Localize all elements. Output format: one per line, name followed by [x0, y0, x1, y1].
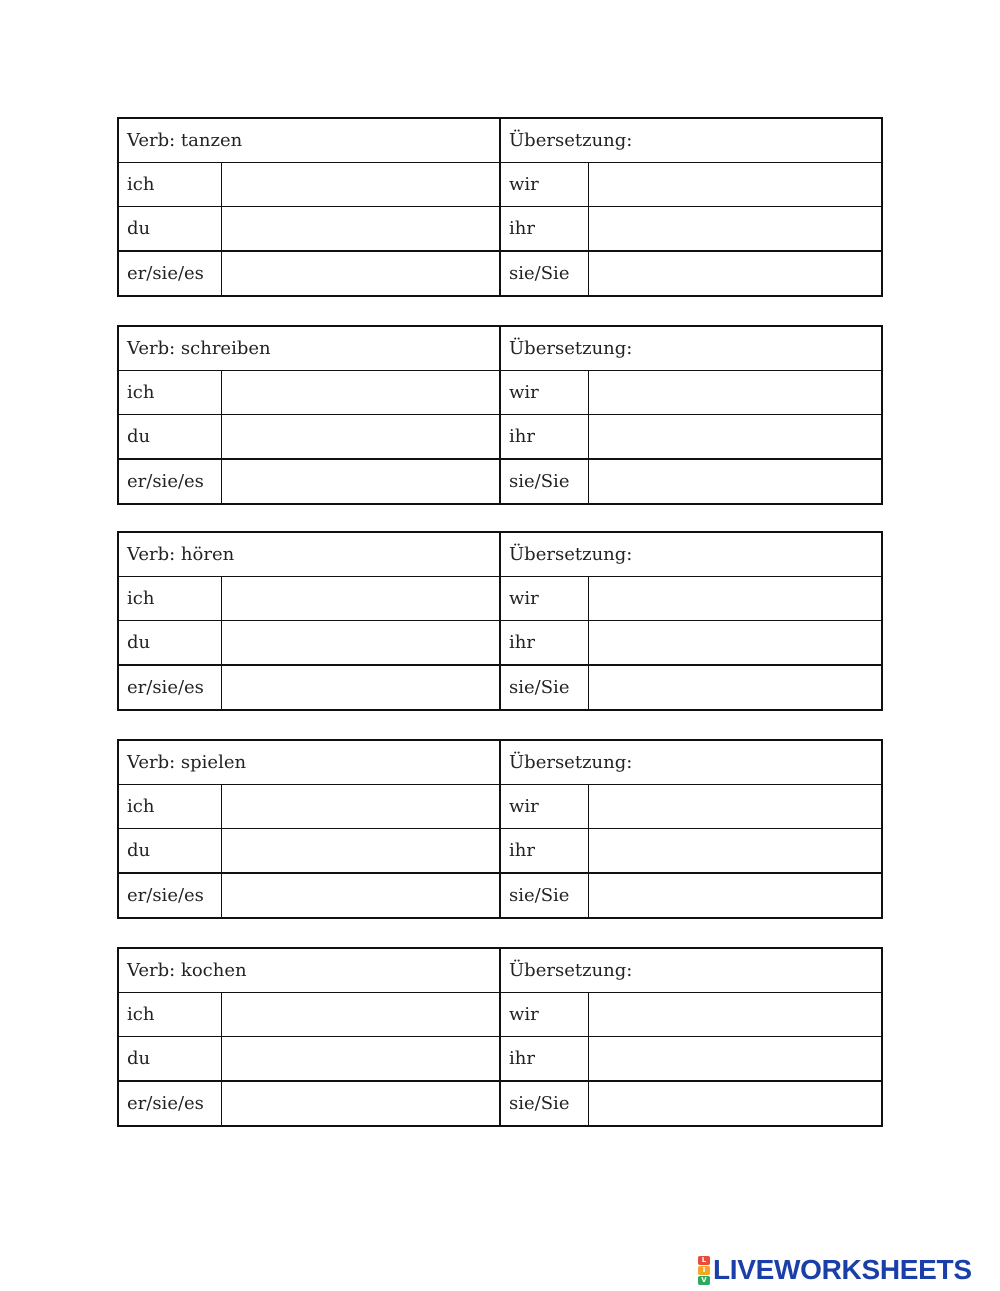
pronoun-sie-Sie: sie/Sie: [500, 873, 588, 918]
translation-label: Übersetzung:: [500, 740, 882, 785]
logo-block-l: L: [698, 1256, 710, 1265]
pronoun-ich: ich: [118, 371, 221, 415]
pronoun-sie-Sie: sie/Sie: [500, 665, 588, 710]
pronoun-er-sie-es: er/sie/es: [118, 251, 221, 296]
answer-field-ihr[interactable]: [588, 1037, 882, 1082]
answer-field-er-sie-es[interactable]: [221, 873, 500, 918]
answer-field-sie-Sie[interactable]: [588, 251, 882, 296]
answer-field-ich[interactable]: [221, 785, 500, 829]
pronoun-ich: ich: [118, 785, 221, 829]
liveworksheets-brand: [698, 1255, 972, 1285]
pronoun-ihr: ihr: [500, 621, 588, 666]
liveworksheets-logo-icon: [698, 1256, 710, 1285]
pronoun-du: du: [118, 829, 221, 874]
answer-field-sie-Sie[interactable]: [588, 459, 882, 504]
answer-field-ihr[interactable]: [588, 829, 882, 874]
verb-label: Verb: schreiben: [118, 326, 500, 371]
pronoun-sie-Sie: sie/Sie: [500, 459, 588, 504]
brand-name: LIVEWORKSHEETS: [713, 1254, 972, 1285]
pronoun-er-sie-es: er/sie/es: [118, 459, 221, 504]
pronoun-ich: ich: [118, 163, 221, 207]
logo-block-i: I: [698, 1266, 710, 1275]
pronoun-sie-Sie: sie/Sie: [500, 1081, 588, 1126]
conjugation-table-tanzen: [117, 117, 883, 297]
answer-field-er-sie-es[interactable]: [221, 665, 500, 710]
answer-field-ich[interactable]: [221, 163, 500, 207]
conjugation-table-hoeren: [117, 531, 883, 711]
answer-field-ihr[interactable]: [588, 207, 882, 252]
pronoun-er-sie-es: er/sie/es: [118, 1081, 221, 1126]
answer-field-du[interactable]: [221, 621, 500, 666]
answer-field-wir[interactable]: [588, 371, 882, 415]
translation-label: Übersetzung:: [500, 532, 882, 577]
pronoun-ich: ich: [118, 993, 221, 1037]
pronoun-sie-Sie: sie/Sie: [500, 251, 588, 296]
answer-field-wir[interactable]: [588, 785, 882, 829]
answer-field-er-sie-es[interactable]: [221, 459, 500, 504]
verb-label: Verb: spielen: [118, 740, 500, 785]
pronoun-ich: ich: [118, 577, 221, 621]
pronoun-du: du: [118, 1037, 221, 1082]
answer-field-sie-Sie[interactable]: [588, 873, 882, 918]
pronoun-wir: wir: [500, 163, 588, 207]
verb-label: Verb: hören: [118, 532, 500, 577]
answer-field-er-sie-es[interactable]: [221, 1081, 500, 1126]
verb-label: Verb: tanzen: [118, 118, 500, 163]
answer-field-ihr[interactable]: [588, 415, 882, 460]
pronoun-wir: wir: [500, 785, 588, 829]
answer-field-du[interactable]: [221, 829, 500, 874]
answer-field-ihr[interactable]: [588, 621, 882, 666]
answer-field-sie-Sie[interactable]: [588, 1081, 882, 1126]
translation-label: Übersetzung:: [500, 118, 882, 163]
answer-field-du[interactable]: [221, 1037, 500, 1082]
answer-field-ich[interactable]: [221, 993, 500, 1037]
pronoun-ihr: ihr: [500, 207, 588, 252]
pronoun-ihr: ihr: [500, 829, 588, 874]
pronoun-wir: wir: [500, 371, 588, 415]
pronoun-ihr: ihr: [500, 415, 588, 460]
answer-field-wir[interactable]: [588, 163, 882, 207]
pronoun-ihr: ihr: [500, 1037, 588, 1082]
answer-field-wir[interactable]: [588, 993, 882, 1037]
pronoun-du: du: [118, 207, 221, 252]
answer-field-ich[interactable]: [221, 371, 500, 415]
answer-field-wir[interactable]: [588, 577, 882, 621]
pronoun-wir: wir: [500, 577, 588, 621]
answer-field-er-sie-es[interactable]: [221, 251, 500, 296]
translation-label: Übersetzung:: [500, 326, 882, 371]
conjugation-table-kochen: [117, 947, 883, 1127]
answer-field-sie-Sie[interactable]: [588, 665, 882, 710]
pronoun-er-sie-es: er/sie/es: [118, 873, 221, 918]
pronoun-er-sie-es: er/sie/es: [118, 665, 221, 710]
answer-field-ich[interactable]: [221, 577, 500, 621]
conjugation-table-schreiben: [117, 325, 883, 505]
verb-label: Verb: kochen: [118, 948, 500, 993]
pronoun-wir: wir: [500, 993, 588, 1037]
conjugation-table-spielen: [117, 739, 883, 919]
logo-block-v: V: [698, 1276, 710, 1285]
translation-label: Übersetzung:: [500, 948, 882, 993]
pronoun-du: du: [118, 621, 221, 666]
answer-field-du[interactable]: [221, 415, 500, 460]
answer-field-du[interactable]: [221, 207, 500, 252]
pronoun-du: du: [118, 415, 221, 460]
